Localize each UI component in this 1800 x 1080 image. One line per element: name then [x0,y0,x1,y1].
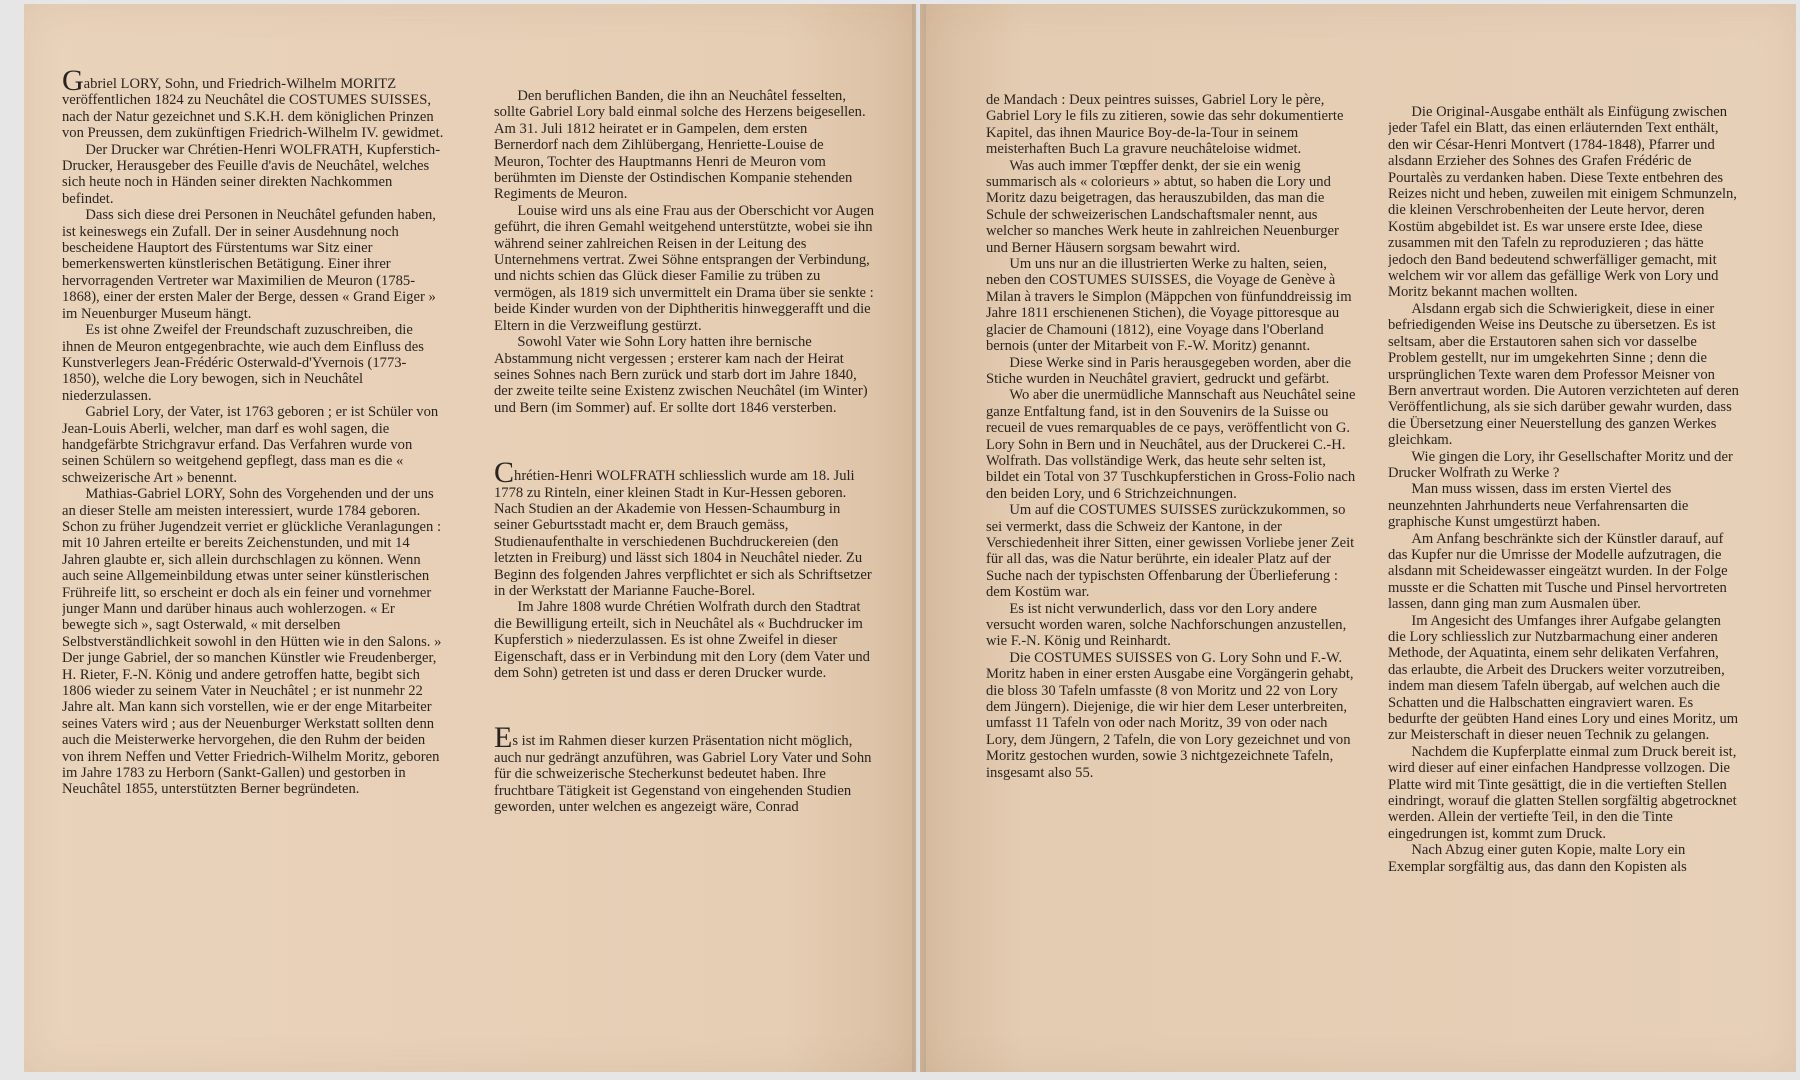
paragraph-text: de Mandach : Deux peintres suisses, Gabriel Lory le père, Gabriel Lory le fils zu zitieren, sowie das sehr dokumentierte Kapitel, das ihnen Maurice Boy-de-la-Tour in seinem meisterhaften Buch La gravure neuchâteloise widmet. [986,92,1344,158]
paragraph [986,502,1358,600]
paragraph [62,404,444,486]
paragraph [1388,449,1740,482]
text-column-1 [62,70,444,990]
drop-cap: E [494,721,513,755]
paragraph-text: Sowohl Vater wie Sohn Lory hatten ihre bernische Abstammung nicht vergessen ; ersterer kam nach der Heirat seines Sohnes nach Bern zurück und starb dort im Jahre 1840, der zweite teilte seine Existenz zwischen Neuchâtel (im Winter) und Bern (im Sommer) auf. Er sollte dort 1846 versterben. [494,334,868,416]
paragraph-text: Es ist nicht verwunderlich, dass vor den Lory andere versucht worden waren, solche Nachforschungen anzustellen, wie F.-N. König und Reinhardt. [986,600,1347,650]
paragraph-text: Mathias-Gabriel LORY, Sohn des Vorgehenden und der uns an dieser Stelle am meisten interessiert, wurde 1784 geboren. Schon zu früher Jugendzeit verriet er glückliche Veranlagungen : mit 10 Jahren erteilte er bereits Zeichenstunden, und mit 14 Jahren glaubte er, sich allein durchschlagen zu können. Wenn auch seine Allgemeinbildung etwas unter seiner künstlerischen Frühreife litt, so erscheint er doch als ein feiner und vornehmer junger Mann und darüber hinaus auch wohlerzogen. « Er bewegte sich », sagt Osterwald, « mit derselben Selbstverständlichkeit sowohl in den Hütten wie in den Salons. » Der junge Gabriel, der so manchen Künstler wie Freudenberger, H. Rieter, F.-N. König und andere getroffen hatte, begibt sich 1806 wieder zu seinem Vater in Neuchâtel ; er ist nunmehr 22 Jahre alt. Man kann sich vorstellen, wie er der enge Mitarbeiter seines Vaters wird ; aus der Neuenburger Werkstatt sollten denn auch die Meisterwerke hervorgehen, die den Ruhm der beiden von ihrem Neffen und Vetter Friedrich-Wilhelm Moritz, geboren im Jahre 1783 zu Herborn (Sankt-Gallen) und gestorben in Neuchâtel 1855, unterstützten Berner begründeten. [62,486,442,798]
section-gap [494,416,874,462]
paragraph [494,203,874,334]
paragraph-text: Gabriel Lory, der Vater, ist 1763 geboren ; er ist Schüler von Jean-Louis Aberli, welcher, man darf es wohl sagen, die handgefärbte Strichgravur erfand. Das Verfahren wurde von seinen Schülern so weitgehend gepflegt, dass man es die « schweizerische Art » benennt. [62,404,439,486]
paragraph [1388,744,1740,842]
paragraph-text: Im Angesicht des Umfanges ihrer Aufgabe gelangten die Lory schliesslich zur Nutzbarmachung einer anderen Methode, der Aquatinta, einem sehr delikaten Verfahren, das erlaubte, die Arbeit des Druckers weiter vorzutreiben, indem man diesem Tafeln übergab, auf welchen auch die Schatten und die Halbschatten eingraviert waren. Es bedurfte der geübten Hand eines Lory und eines Moritz, um zur Meisterschaft in dieser neuen Technik zu gelangen. [1388,612,1739,744]
paragraph-text: Dass sich diese drei Personen in Neuchâtel gefunden haben, ist keineswegs ein Zufall. Der in seiner Ausdehnung noch bescheidene Hauptort des Fürstentums war Sitz einer bemerkenswerten künstlerischen Betätigung. Einer ihrer hervorragenden Vertreter war Maximilien de Meuron (1785-1868), einer der ersten Maler der Berge, dessen « Grand Eiger » im Neuenburger Museum hängt. [62,207,436,322]
paragraph [986,601,1358,650]
paragraph [986,355,1358,388]
drop-cap: G [62,70,84,97]
paragraph [986,387,1358,502]
paragraph-text: Die COSTUMES SUISSES von G. Lory Sohn und F.-W. Moritz haben in einer ersten Ausgabe eine Vorgängerin gehabt, die bloss 30 Tafeln umfasste (8 von Moritz und 22 von Lory dem Jüngern). Diejenige, die wir hier dem Leser unterbreiten, umfasst 11 Tafeln von oder nach Moritz, 39 von oder nach Lory, dem Jüngern, 2 Tafeln, die von Lory gezeichnet und von Moritz gestochen wurden, sowie 3 nichtgezeichnete Tafeln, insgesamt also 55. [986,649,1354,781]
paragraph-text: hrétien-Henri WOLFRATH schliesslich wurde am 18. Juli 1778 zu Rinteln, einer kleinen Stadt in Kur-Hessen geboren. Nach Studien an der Akademie von Hessen-Schaumburg in seiner Geburtsstadt macht er, dem Brauch gemäss, Studienaufenthalte in verschiedenen Buchdruckereien (den letzten in Freiburg) und lässt sich 1804 in Neuchâtel nieder. Zu Beginn des folgenden Jahres verpflichtet er sich als Schriftsetzer in der Werkstatt der Marianne Fauche-Borel. [494,468,872,599]
paragraph [494,721,874,816]
paragraph-text: Diese Werke sind in Paris herausgegeben worden, aber die Stiche wurden in Neuchâtel graviert, gedruckt und gefärbt. [986,354,1352,387]
paragraph [494,456,874,599]
paragraph-text: Wie gingen die Lory, ihr Gesellschafter Moritz und der Drucker Wolfrath zu Werke ? [1388,448,1733,481]
paragraph-text: Es ist ohne Zweifel der Freundschaft zuzuschreiben, die ihnen de Meuron entgegenbrachte, wie auch dem Einfluss des Kunstverlegers Jean-Frédéric Osterwald-d'Yvernois (1773-1850), welche die Lory bewogen, sich in Neuchâtel niederzulassen. [62,322,424,404]
paragraph-text: Nach Abzug einer guten Kopie, malte Lory ein Exemplar sorgfältig aus, das dann den Kopisten als [1388,842,1687,875]
paragraph-text: Um auf die COSTUMES SUISSES zurückzukommen, so sei vermerkt, dass die Schweiz der Kantone, in der Verschiedenheit ihrer Sitten, einer gewissen Vorliebe jener Zeit für all das, was die Natur berührte, ein idealer Platz auf der Suche nach der typischsten Offenbarung der Überlieferung : dem Kostüm war. [986,502,1355,601]
paragraph-text: Wo aber die unermüdliche Mannschaft aus Neuchâtel seine ganze Entfaltung fand, ist in den Souvenirs de la Suisse ou recueil de vues remarquables de ce pays, veröffentlicht von G. Lory Sohn in Bern und in Neuchâtel, aus der Druckerei C.-H. Wolfrath. Das vollständige Werk, das heute sehr selten ist, bildet ein Total von 37 Tuschkupferstichen in Gross-Folio nach den beiden Lory, und 6 Strichzeichnungen. [986,387,1356,502]
paragraph-text: Den beruflichen Banden, die ihn an Neuchâtel fesselten, sollte Gabriel Lory bald einmal solche des Herzens beigesellen. Am 31. Juli 1812 heiratet er in Gampelen, dem ersten Bernerdorf nach dem Zihlübergang, Henriette-Louise de Meuron, Tochter des Hauptmanns Henri de Meuron vom berühmten im Dienste der Ostindischen Kompanie stehenden Regiments de Meuron. [494,88,866,203]
paragraph [986,92,1358,158]
paragraph [62,70,444,142]
paragraph [494,88,874,203]
book-gutter [912,4,926,1072]
paragraph-text: Um uns nur an die illustrierten Werke zu halten, seien, neben den COSTUMES SUISSES, die Voyage de Genève à Milan à travers le Simplon (Mäppchen von fünfunddreissig im Jahre 1811 erschienenen Stichen), die Voyage pittoresque au glacier de Chamouni (1812), eine Voyage dans l'Oberland bernois (unter der Mitarbeit von F.-W. Moritz) genannt. [986,256,1352,355]
paragraph-text: Nachdem die Kupferplatte einmal zum Druck bereit ist, wird dieser auf einer einfachen Handpresse vollzogen. Die Platte wird mit Tinte gesättigt, die in die vertieften Stellen eindringt, worauf die glatten Stellen sorgfältig abgetrocknet werden. Allein der vertiefte Teil, in den die Tinte eingedrungen ist, kommt zum Druck. [1388,743,1737,842]
text-column-2 [494,88,874,988]
paragraph [986,650,1358,781]
paragraph [986,158,1358,256]
paragraph [986,256,1358,354]
paragraph-text: s ist im Rahmen dieser kurzen Präsentation nicht möglich, auch nur gedrängt anzuführen, was Gabriel Lory Vater und Sohn für die schweizerische Stecherkunst bedeutet haben. Ihre fruchtbare Tätigkeit ist Gegenstand von eingehenden Studien geworden, unter welchen es angezeigt wäre, Conrad [494,733,872,816]
paragraph [1388,481,1740,530]
paragraph [1388,613,1740,744]
drop-cap: C [494,456,515,490]
section-gap [494,681,874,727]
paragraph [1388,842,1740,875]
paragraph-text: Die Original-Ausgabe enthält als Einfügung zwischen jeder Tafel ein Blatt, das einen erläuternden Text enthält, den wir César-Henri Montvert (1784-1848), Pfarrer und alsdann Erzieher des Sohnes des Grafen Frédéric de Pourtalès zu verdanken haben. Diese Texte entbehren des Reizes nicht und heben, zuweilen mit einigem Schmunzeln, die kleinen Verschrobenheiten der Leute hervor, deren Kostüm abgebildet ist. Es war unsere erste Idee, diese zusammen mit den Tafeln zu reproduzieren ; das hätte jedoch den Band bedeutend schwerfälliger gemacht, mit welchem wir vor allem das gefällige Werk von Lory und Moritz bekannt machen wollten. [1388,104,1737,301]
paragraph-text: abriel LORY, Sohn, und Friedrich-Wilhelm MORITZ veröffentlichen 1824 zu Neuchâtel die COSTUMES SUISSES, nach der Natur gezeichnet und S.K.H. dem königlichen Prinzen von Preussen, dem zukünftigen Friedrich-Wilhelm IV. gewidmet. [62,76,444,142]
paragraph-text: Am Anfang beschränkte sich der Künstler darauf, auf das Kupfer nur die Umrisse der Modelle aufzutragen, die alsdann mit Scheidewasser eingeätzt wurden. In der Folge musste er die Schatten mit Tusche und Pinsel hervortreten lassen, dann ging man zum Ausmalen über. [1388,530,1728,613]
paragraph-text: Man muss wissen, dass im ersten Viertel des neunzehnten Jahrhunderts neue Verfahrensarten die graphische Kunst umgestürzt haben. [1388,481,1689,531]
paragraph [62,207,444,322]
paragraph [62,142,444,208]
paragraph [1388,531,1740,613]
paragraph-text: Was auch immer Tœpffer denkt, der sie ein wenig summarisch als « colorieurs » abtut, so haben die Lory und Moritz dazu beigetragen, das herauszubilden, das man die Schule der schweizerischen Landschaftsmaler nennt, aus welcher so manches Werk heute in zahlreichen Neuenburger und Berner Häusern sorgsam bewahrt wird. [986,157,1339,256]
paragraph-text: Alsdann ergab sich die Schwierigkeit, diese in einer befriedigenden Weise ins Deutsche zu übersetzen. Es ist seltsam, aber die Erstautoren sahen sich vor dasselbe Problem gestellt, nur im umgekehrten Sinne ; denn die ursprünglichen Texte waren dem Professor Meisner von Bern anvertraut worden. Die Autoren verzichteten auf deren Veröffentlichung, als sie sich darüber gewahr wurden, dass die Übersetzung einer Neuerstellung des ganzen Werkes gleichkam. [1388,300,1739,449]
paragraph [1388,301,1740,449]
paragraph [494,599,874,681]
paragraph [1388,104,1740,301]
text-column-3 [986,92,1358,992]
paragraph-text: Louise wird uns als eine Frau aus der Oberschicht vor Augen geführt, die ihren Gemahl weitgehend unterstützte, wobei sie ihn während seiner zahlreichen Reisen in der Leitung des Unternehmens vertrat. Zwei Söhne entsprangen der Verbindung, und nichts schien das Glück dieser Familie zu trüben zu vermögen, als 1819 sich unvermittelt ein Drama über sie senkte : beide Kinder wurden von der Diphtheritis hinweggerafft und die Eltern in die Verzweiflung gestürzt. [494,202,874,334]
paragraph [494,334,874,416]
paragraph-text: Im Jahre 1808 wurde Chrétien Wolfrath durch den Stadtrat die Bewilligung erteilt, sich in Neuchâtel als « Buchdrucker im Kupferstich » niederzulassen. Es ist ohne Zweifel in dieser Eigenschaft, dass er in Verbindung mit den Lory (dem Vater und dem Sohn) getreten ist und dass er deren Drucker wurde. [494,599,870,681]
text-column-4 [1388,104,1740,1004]
paragraph-text: Der Drucker war Chrétien-Henri WOLFRATH, Kupferstich-Drucker, Herausgeber des Feuille d'avis de Neuchâtel, welches sich heute noch in Händen seiner direkten Nachkommen befindet. [62,141,441,207]
paragraph [62,322,444,404]
paragraph [62,486,444,798]
